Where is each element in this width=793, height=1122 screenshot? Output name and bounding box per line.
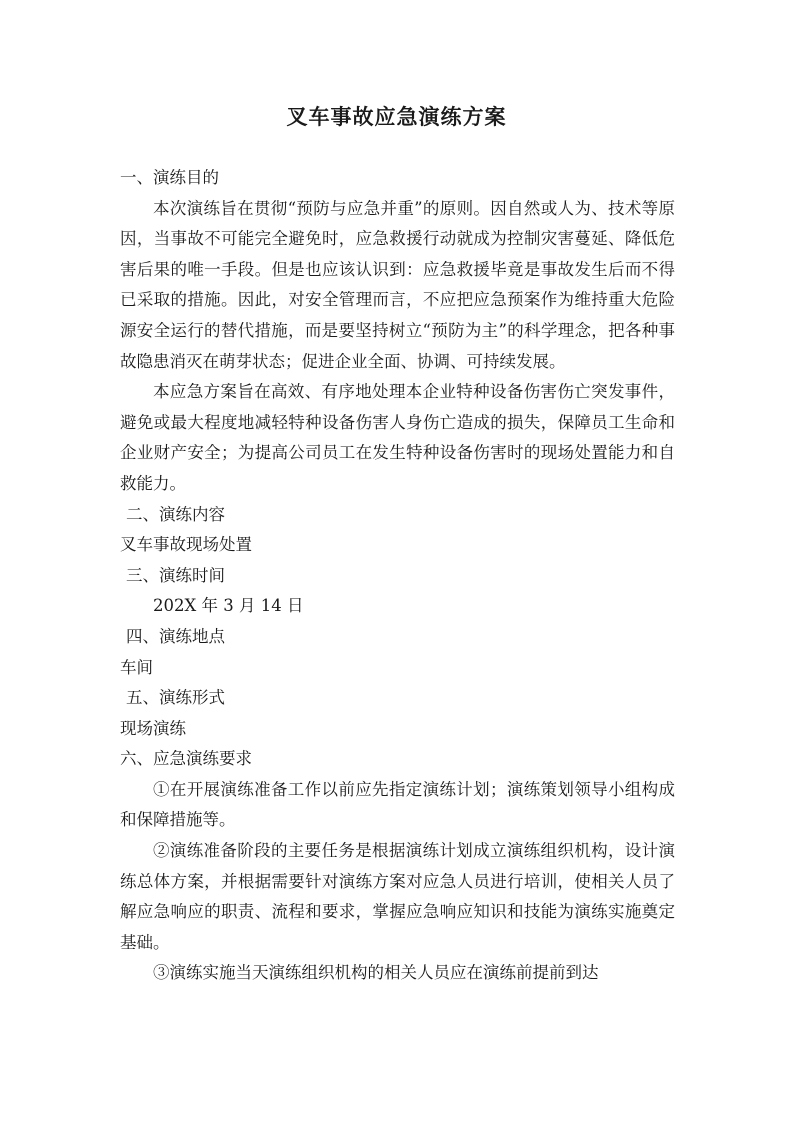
paragraph-purpose-1: 本次演练旨在贯彻“预防与应急并重”的原则。因自然或人为、技术等原因，当事故不可能完全避免时，应急救援行动就成为控制灾害蔓延、降低危害后果的唯一手段。但是也应该认识到：应急救援毕竟是事故发生后而不得已采取的措施。因此，对安全管理而言，不应把应急预案作为维持重大危险源安全运行的替代措施，而是要坚持树立“预防为主”的科学理念，把各种事故隐患消灭在萌芽状态；促进企业全面、协调、可持续发展。 xyxy=(120,198,675,371)
requirement-item-3: ③演练实施当天演练组织机构的相关人员应在演练前提前到达 xyxy=(153,963,599,983)
section-value-time: 202X 年 3 月 14 日 xyxy=(153,596,304,616)
section-value-location: 车间 xyxy=(120,657,153,677)
section-heading-form: 五、演练形式 xyxy=(126,688,225,708)
document-title: 叉车事故应急演练方案 xyxy=(286,104,507,129)
document-body xyxy=(120,163,675,989)
section-value-content: 叉车事故现场处置 xyxy=(120,535,252,555)
section-heading-time: 三、演练时间 xyxy=(126,565,225,585)
section-heading-location: 四、演练地点 xyxy=(126,626,225,646)
requirement-item-2: ②演练准备阶段的主要任务是根据演练计划成立演练组织机构，设计演练总体方案，并根据需要针对演练方案对应急人员进行培训，使相关人员了解应急响应的职责、流程和要求，掌握应急响应知识和技能为演练实施奠定基础。 xyxy=(120,841,675,952)
section-heading-purpose: 一、演练目的 xyxy=(120,168,219,187)
section-value-form: 现场演练 xyxy=(120,718,186,738)
paragraph-purpose-2: 本应急方案旨在高效、有序地处理本企业特种设备伤害伤亡突发事件，避免或最大程度地减轻特种设备伤害人身伤亡造成的损失，保障员工生命和企业财产安全；为提高公司员工在发生特种设备伤害时的现场处置能力和自救能力。 xyxy=(120,382,675,493)
section-heading-requirements: 六、应急演练要求 xyxy=(120,749,252,769)
requirement-item-1: ①在开展演练准备工作以前应先指定演练计划；演练策划领导小组构成和保障措施等。 xyxy=(120,779,675,830)
section-heading-content: 二、演练内容 xyxy=(126,504,225,524)
